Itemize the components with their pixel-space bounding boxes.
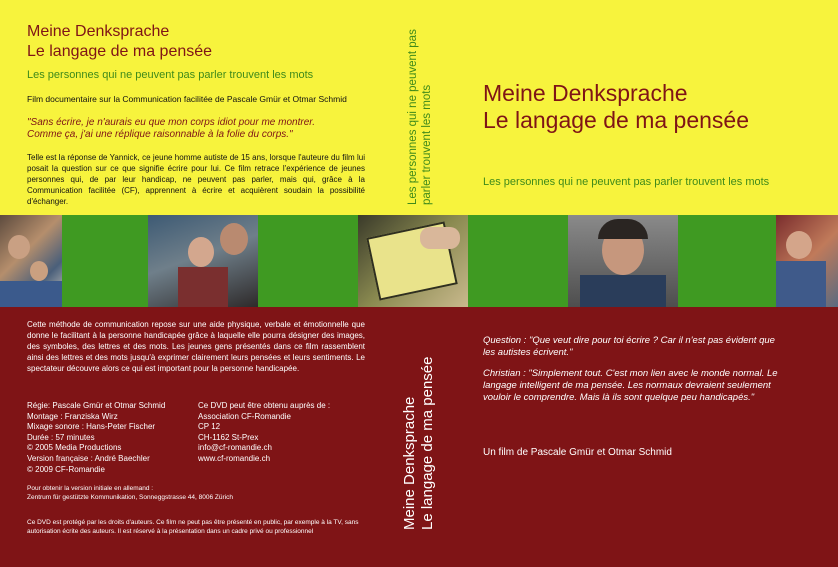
back-method-paragraph: Cette méthode de communication repose sur une aide physique, verbale et émotionnelle que donne le facilitant à la personne handicapée grâce à laquelle elle pourra désigner des images, des symboles, des lettres et des mots. Les jeunes gens présentés dans ce film rassemblent ainsi des lettres et des mots jusqu'à exprimer clairement leurs pensées et leurs sentiments. Le spectateur découvre alors ce qui est important pour la personne handicapée.: [27, 320, 365, 373]
credits-list: [27, 401, 165, 475]
photo-child-at-table: [776, 215, 838, 307]
back-title-fr: Le langage de ma pensée: [27, 43, 213, 60]
green-block-3: [468, 215, 568, 307]
photo-woman-and-boy: [148, 215, 258, 307]
photo-strip: [0, 215, 838, 307]
contact-association: Association CF-Romandie: [198, 411, 291, 421]
credit-copyright-media: © 2005 Media Productions: [27, 443, 122, 453]
photo-young-man-with-headphones: [568, 215, 678, 307]
credit-french-version: Version française : André Baechler: [27, 453, 150, 463]
contact-city: CH-1162 St-Prex: [198, 432, 259, 442]
front-title-fr: Le langage de ma pensée: [483, 107, 749, 133]
back-title-de: Meine Denksprache: [27, 23, 170, 40]
front-title-de: Meine Denksprache: [483, 80, 688, 106]
credit-direction: Régie: Pascale Gmür et Otmar Schmid: [27, 401, 166, 410]
front-byline: Un film de Pascale Gmür et Otmar Schmid: [483, 447, 672, 458]
legal-notice: Ce DVD est protégé par les droits d'auteurs. Ce film ne peut pas être présenté en public, par exemple à la TV, sans autorisation écrite des auteurs. Il est réservé à la présentation dans un cadre privé ou professionnel: [27, 519, 359, 535]
spine-subtitle: [406, 29, 434, 205]
back-documentary-line: Film documentaire sur la Communication facilitée de Pascale Gmür et Otmar Schmid: [27, 94, 347, 104]
front-answer: Christian : "Simplement tout. C'est mon lien avec le monde normal. Le langage intelligent de ma pensée. Les normaux devraient seulement vouloir le comprendre. Mais là ils sont quelque peu handicapés.": [483, 368, 778, 403]
photo-facilitator-with-child: [0, 215, 62, 307]
credit-editing: Montage : Franziska Wirz: [27, 411, 118, 421]
spine-title-de: Meine Denksprache: [401, 396, 418, 530]
contact-block: [198, 401, 330, 465]
green-block-4: [678, 215, 776, 307]
spine-title: [401, 357, 437, 530]
green-block-1: [62, 215, 148, 307]
back-quote-line1: "Sans écrire, je n'aurais eu que mon corps idiot pour me montrer.: [27, 117, 316, 128]
spine-subtitle-line1: Les personnes qui ne peuvent pas: [407, 29, 419, 205]
back-subtitle: Les personnes qui ne peuvent pas parler trouvent les mots: [27, 69, 314, 81]
contact-po-box: CP 12: [198, 422, 221, 432]
front-subtitle: Les personnes qui ne peuvent pas parler trouvent les mots: [483, 176, 770, 188]
contact-website: www.cf-romandie.ch: [198, 453, 271, 463]
credit-copyright-cf: © 2009 CF-Romandie: [27, 464, 105, 474]
credit-sound: Mixage sonore : Hans-Peter Fischer: [27, 422, 156, 432]
german-version-note: Pour obtenir la version initiale en allemand : Zentrum für gestützte Kommunikation, Sonneggstrasse 44, 8006 Zürich: [27, 485, 233, 501]
contact-heading: Ce DVD peut être obtenu auprès de :: [198, 401, 331, 410]
credit-duration: Durée : 57 minutes: [27, 432, 95, 442]
back-intro-paragraph: Telle est la réponse de Yannick, ce jeune homme autiste de 15 ans, lorsque l'auteure du film lui posait la question sur ce que signifie écrire pour lui. Ce film retrace l'expérience de jeunes personnes qui, de par leur handicap, ne peuvent pas parler, mais qui, grâce à la Communication facilitée (CF), apprennent à écrire et acquièrent soudain la possibilité d'échanger.: [27, 153, 365, 206]
photo-letter-board: [358, 215, 468, 307]
green-block-2: [258, 215, 358, 307]
contact-email: info@cf-romandie.ch: [198, 443, 272, 453]
back-quote-line2: Comme ça, j'ai une réplique raisonnable à la folie du corps.": [27, 129, 293, 140]
spine-title-fr: Le langage de ma pensée: [419, 356, 436, 530]
spine-subtitle-line2: parler trouvent les mots: [421, 84, 433, 205]
front-question: Question : "Que veut dire pour toi écrire ? Car il n'est pas évident que les autistes écrivent.": [483, 335, 775, 358]
